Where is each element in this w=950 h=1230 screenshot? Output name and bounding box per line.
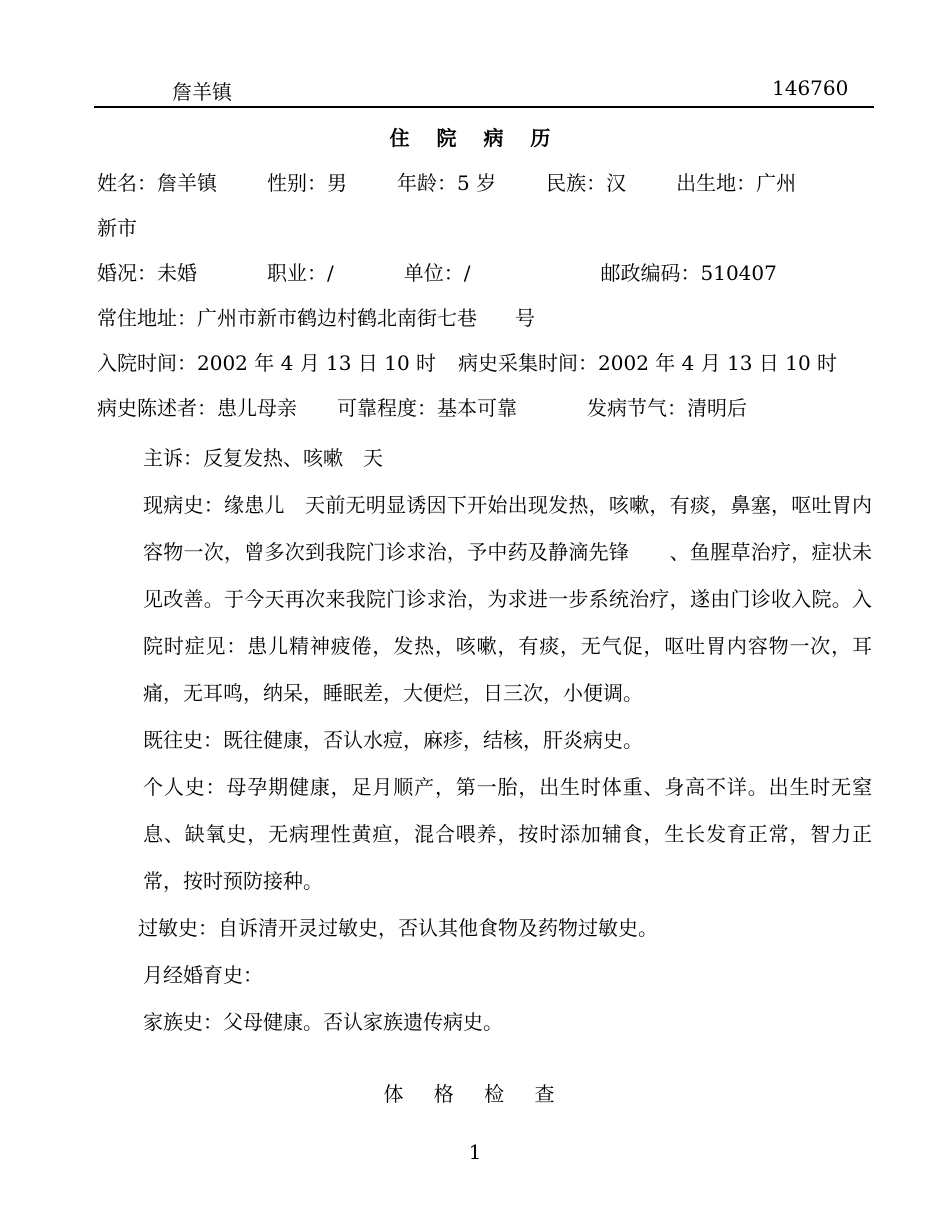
occupation-label: 职业： [267,261,327,285]
marital-label: 婚况： [97,261,157,285]
narrator-value: 患儿母亲 [217,396,297,420]
header-divider [94,106,874,108]
address-suffix: 号 [515,306,535,330]
patient-basic-line [97,165,872,210]
page-title: 住 院 病 历 [389,126,561,150]
family-history: 家族史：父母健康。否认家族遗传病史。 [143,1010,503,1034]
ethnicity-value: 汉 [606,171,627,195]
allergy-history: 过敏史：自诉清开灵过敏史，否认其他食物及药物过敏史。 [138,916,658,940]
sex-label: 性别： [267,171,327,195]
admit-time-label: 入院时间： [97,351,197,375]
name-label: 姓名： [97,171,157,195]
solar-term-label: 发病节气： [587,396,687,420]
admission-time-line [97,345,872,390]
ethnicity-label: 民族： [546,171,607,195]
social-info-line [97,255,872,300]
narrator-line [97,390,872,435]
address-value: 广州市新市鹤边村鹤北南街七巷 [197,306,477,330]
birthplace-label: 出生地： [676,171,757,195]
reliability-value: 基本可靠 [437,396,517,420]
personal-history: 个人史：母孕期健康，足月顺产，第一胎，出生时体重、身高不详。出生时无窒息、缺氧史，无病理性黄疸，混合喂养，按时添加辅食，生长发育正常，智力正常，按时预防接种。 [143,775,872,893]
employer-value: / [463,261,471,285]
birthplace-cont-line [97,210,872,255]
chief-complaint: 主诉：反复发热、咳嗽 天 [143,446,383,470]
name-value: 詹羊镇 [157,171,217,195]
present-illness: 现病史：缘患儿 天前无明显诱因下开始出现发热，咳嗽，有痰，鼻塞，呕吐胃内容物一次，曾多次到我院门诊求治，予中药及静滴先锋 、鱼腥草治疗，症状未见改善。于今天再次来我院门诊求治，为求进一步系统治疗，遂由门诊收入院。入院时症见：患儿精神疲倦，发热，咳嗽，有痰，无气促，呕吐胃内容物一次，耳痛，无耳鸣，纳呆，睡眠差，大便烂，日三次，小便调。 [143,493,872,705]
birthplace-value: 广州 [756,171,797,195]
age-value: 5 岁 [457,171,497,195]
employer-label: 单位： [403,261,464,285]
age-label: 年龄： [397,171,457,195]
postcode-label: 邮政编码： [600,261,701,285]
past-history: 既往史：既往健康，否认水痘，麻疹，结核，肝炎病史。 [143,728,643,752]
solar-term-value: 清明后 [687,396,747,420]
menstrual-marital-history: 月经婚育史： [143,963,263,987]
page-number: 1 [468,1140,482,1164]
occupation-value: / [327,261,334,285]
address-label: 常住地址： [97,306,197,330]
record-body [97,165,872,1046]
sex-value: 男 [327,171,347,195]
header-patient-name: 詹羊镇 [172,80,232,104]
marital-value: 未婚 [157,261,197,285]
reliability-label: 可靠程度： [337,396,437,420]
physical-exam-title: 体 格 检 查 [383,1082,567,1106]
address-line [97,300,872,345]
postcode-value: 510407 [700,261,777,285]
birthplace-cont: 新市 [97,216,137,240]
header-record-id: 146760 [772,76,849,100]
admit-time-value: 2002 年 4 月 13 日 10 时 [197,351,437,375]
history-time-value: 2002 年 4 月 13 日 10 时 [598,351,838,375]
history-time-label: 病史采集时间： [458,351,599,375]
narrator-label: 病史陈述者： [97,396,217,420]
